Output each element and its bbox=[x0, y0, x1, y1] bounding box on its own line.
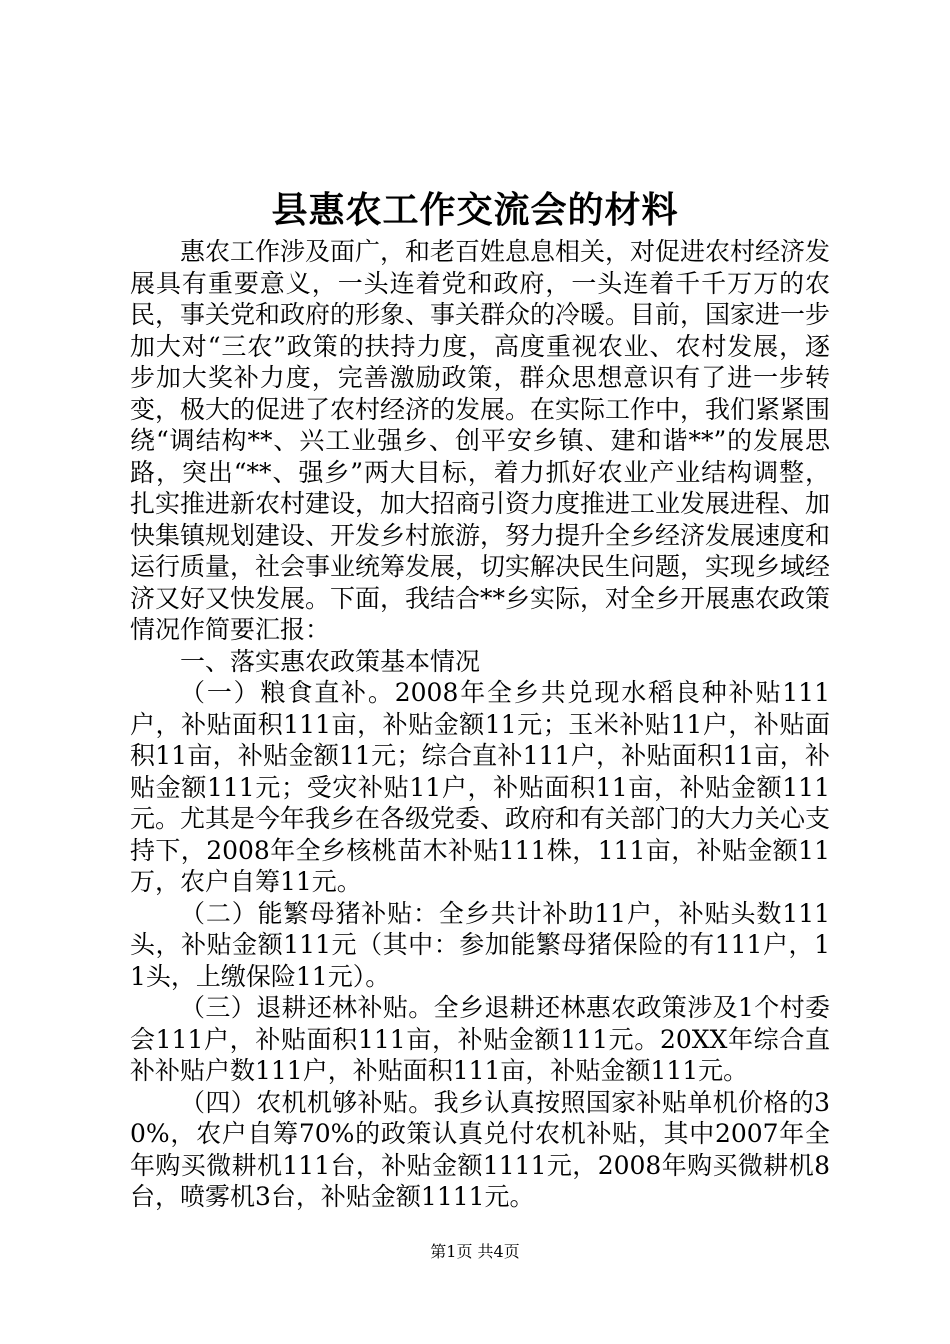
intro-paragraph: 惠农工作涉及面广，和老百姓息息相关，对促进农村经济发展具有重要意义，一头连着党和政府，一头连着千千万万的农民，事关党和政府的形象、事关群众的冷暖。目前，国家进一步加大对“三农”政策的扶持力度，高度重视农业、农村发展，逐步加大奖补力度，完善激励政策，群众思想意识有了进一步转变，极大的促进了农村经济的发展。在实际工作中，我们紧紧围绕“调结构**、兴工业强乡、创平安乡镇、建和谐**”的发展思路，突出“**、强乡”两大目标，着力抓好农业产业结构调整，扎实推进新农村建设，加大招商引资力度推进工业发展进程、加快集镇规划建设、开发乡村旅游，努力提升全乡经济发展速度和运行质量，社会事业统筹发展，切实解决民生问题，实现乡域经济又好又快发展。下面，我结合**乡实际，对全乡开展惠农政策情况作简要汇报： bbox=[130, 237, 831, 644]
paragraph-reforestation-subsidy: （三）退耕还林补贴。全乡退耕还林惠农政策涉及1个村委会111户，补贴面积111亩，补贴金额111元。20XX年综合直补补贴户数111户，补贴面积111亩，补贴金额111元。 bbox=[130, 993, 830, 1085]
paragraph-sow-subsidy: （二）能繁母猪补贴：全乡共计补助11户，补贴头数111头，补贴金额111元（其中：参加能繁母猪保险的有111户，11头，上缴保险11元）。 bbox=[130, 898, 830, 991]
paragraph-grain-subsidy: （一）粮食直补。2008年全乡共兑现水稻良种补贴111户，补贴面积111亩，补贴金额11元；玉米补贴11户，补贴面积11亩，补贴金额11元；综合直补111户，补贴面积11亩，补贴金额111元；受灾补贴11户，补贴面积11亩，补贴金额111元。尤其是今年我乡在各级党委、政府和有关部门的大力关心支持下，2008年全乡核桃苗木补贴111株，111亩，补贴金额11万，农户自筹11元。 bbox=[130, 678, 831, 896]
document-body bbox=[130, 236, 830, 1213]
section-heading: 一、落实惠农政策基本情况 bbox=[180, 646, 481, 676]
page-footer: 第1页 共4页 bbox=[430, 1242, 520, 1261]
document-title: 县惠农工作交流会的材料 bbox=[271, 189, 679, 231]
paragraph-machinery-subsidy: （四）农机机够补贴。我乡认真按照国家补贴单机价格的30%，农户自筹70%的政策认真兑付农机补贴，其中2007年全年购买微耕机111台，补贴金额1111元，2008年购买微耕机8台，喷雾机3台，补贴金额1111元。 bbox=[130, 1087, 830, 1211]
